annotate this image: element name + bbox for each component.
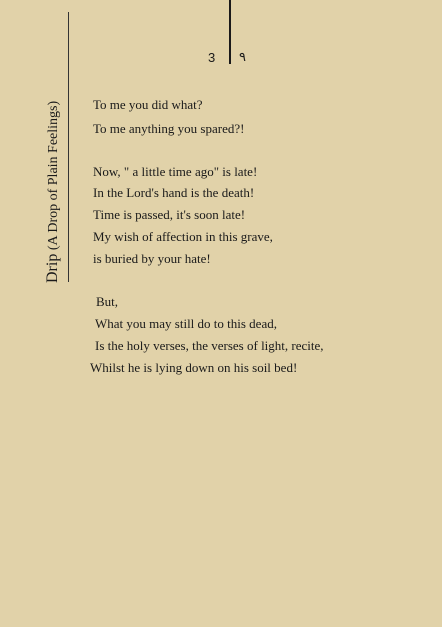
page-number-arabic: ٩ [239,50,246,65]
poem-line: is buried by your hate! [93,251,211,266]
poem-line: My wish of affection in this grave, [93,229,273,244]
poem-line: To me you did what? [93,97,203,112]
poem-line: To me anything you spared?! [93,121,245,136]
poem-line: What you may still do to this dead, [95,316,277,331]
poem-line: Time is passed, it's soon late! [93,207,246,222]
running-title-subtitle: (A Drop of Plain Feelings) [46,100,61,251]
poem-line: Is the holy verses, the verses of light, recite, [95,338,324,353]
poem-line: Now, " a little time ago" is late! [93,164,258,179]
page-number: 3 [208,50,216,65]
poem-line: But, [96,294,119,309]
poem-line: In the Lord's hand is the death! [93,185,255,200]
poem-line: Whilst he is lying down on his soil bed! [90,360,298,375]
running-title-main: Drip [44,253,61,283]
